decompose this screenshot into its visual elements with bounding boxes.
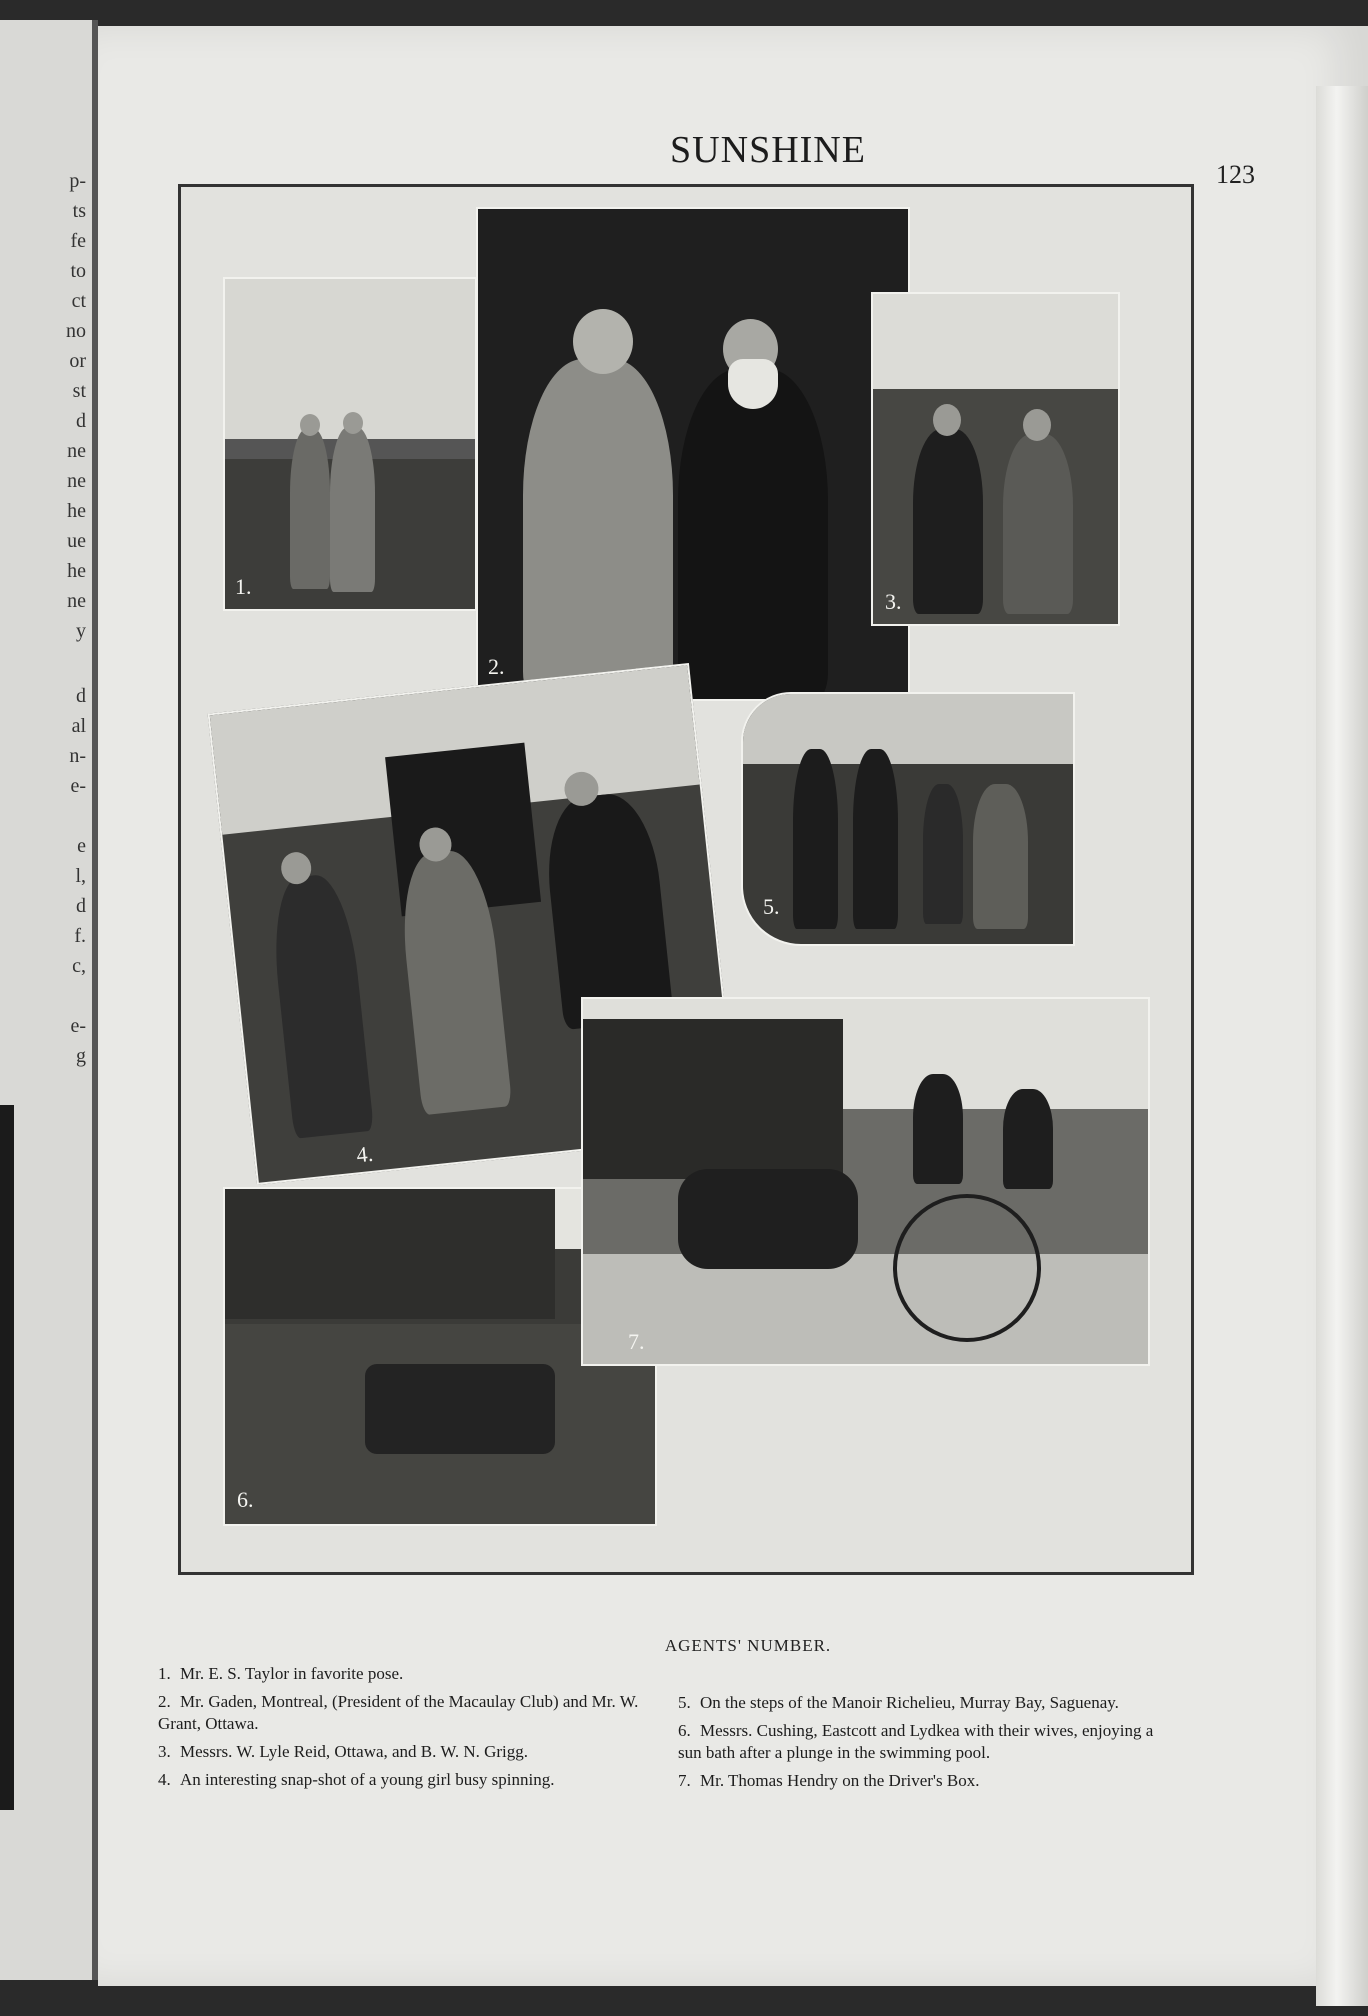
caption-text: Mr. Thomas Hendry on the Driver's Box. bbox=[700, 1771, 980, 1790]
caption-item bbox=[158, 1741, 648, 1763]
photo-number: 1. bbox=[235, 574, 252, 599]
facing-page-fragment: st bbox=[72, 380, 86, 402]
photo-number: 2. bbox=[488, 654, 505, 679]
facing-page-fragment: he bbox=[67, 560, 86, 582]
facing-page-fragment: to bbox=[70, 260, 86, 282]
facing-page-fragment: al bbox=[71, 715, 86, 737]
photo-number: 6. bbox=[237, 1487, 254, 1512]
caption-number: 6. bbox=[678, 1721, 691, 1740]
facing-page-fragment: he bbox=[67, 500, 86, 522]
facing-page-fragment: ts bbox=[72, 200, 86, 222]
caption-number: 5. bbox=[678, 1693, 691, 1712]
captions-left-column bbox=[158, 1663, 648, 1797]
captions-right-column bbox=[678, 1692, 1178, 1798]
facing-page-fragment: c, bbox=[72, 955, 86, 977]
photo-3 bbox=[871, 292, 1120, 626]
photo-number: 3. bbox=[885, 589, 902, 614]
caption-text: Mr. Gaden, Montreal, (President of the Macaulay Club) and Mr. W. Grant, Ottawa. bbox=[158, 1692, 639, 1733]
facing-page-fragment: l, bbox=[75, 865, 86, 887]
facing-page-edge bbox=[0, 20, 98, 1980]
photo-number: 7. bbox=[628, 1329, 645, 1354]
photo-number: 5. bbox=[763, 894, 780, 919]
facing-page-fragment: e bbox=[77, 835, 86, 857]
facing-page-fragment: d bbox=[76, 410, 86, 432]
caption-item bbox=[158, 1769, 648, 1791]
facing-page-fragment: ne bbox=[67, 470, 86, 492]
caption-text: Mr. E. S. Taylor in favorite pose. bbox=[180, 1664, 404, 1683]
caption-number: 2. bbox=[158, 1692, 171, 1711]
facing-page-fragment: d bbox=[76, 685, 86, 707]
caption-item bbox=[678, 1770, 1178, 1792]
caption-text: Messrs. W. Lyle Reid, Ottawa, and B. W. N. Grigg. bbox=[180, 1742, 529, 1761]
facing-page-fragment: or bbox=[69, 350, 86, 372]
facing-page-fragment: f. bbox=[74, 925, 86, 947]
caption-text: On the steps of the Manoir Richelieu, Murray Bay, Saguenay. bbox=[700, 1693, 1119, 1712]
facing-page-fragment: n- bbox=[69, 745, 86, 767]
facing-page-fragment: g bbox=[76, 1045, 86, 1067]
facing-page-fragment: p- bbox=[69, 170, 86, 192]
caption-item bbox=[158, 1663, 648, 1685]
facing-page-fragment: ue bbox=[67, 530, 86, 552]
caption-item bbox=[678, 1720, 1178, 1764]
facing-page-fragment: d bbox=[76, 895, 86, 917]
facing-page-illustration-edge bbox=[0, 1105, 14, 1810]
caption-text: An interesting snap-shot of a young girl busy spinning. bbox=[180, 1770, 555, 1789]
photo-5 bbox=[741, 692, 1075, 946]
caption-number: 4. bbox=[158, 1770, 171, 1789]
facing-page-fragment: e- bbox=[70, 775, 86, 797]
photo-number: 4. bbox=[355, 1140, 375, 1168]
caption-number: 1. bbox=[158, 1664, 171, 1683]
caption-number: 7. bbox=[678, 1771, 691, 1790]
running-head: SUNSHINE bbox=[670, 129, 866, 171]
photo-1 bbox=[223, 277, 477, 611]
caption-item bbox=[158, 1691, 648, 1735]
page-number: 123 bbox=[1216, 160, 1255, 189]
facing-page-fragment: ct bbox=[71, 290, 86, 312]
facing-page-fragment: e- bbox=[70, 1015, 86, 1037]
facing-page-fragment: fe bbox=[70, 230, 86, 252]
facing-page-fragment: ne bbox=[67, 440, 86, 462]
magazine-page bbox=[98, 26, 1368, 1986]
facing-page-fragment: y bbox=[76, 620, 86, 642]
facing-page-fragment: no bbox=[66, 320, 86, 342]
photo-7 bbox=[581, 997, 1150, 1366]
photo-2 bbox=[476, 207, 910, 701]
photo-collage bbox=[178, 184, 1194, 1575]
caption-text: Messrs. Cushing, Eastcott and Lydkea with their wives, enjoying a sun bath after a plunge in the swimming pool. bbox=[678, 1721, 1154, 1762]
caption-number: 3. bbox=[158, 1742, 171, 1761]
facing-page-fragment: ne bbox=[67, 590, 86, 612]
caption-heading: AGENTS' NUMBER. bbox=[664, 1636, 832, 1655]
page-edge-shadow bbox=[1316, 86, 1368, 2006]
caption-item bbox=[678, 1692, 1178, 1714]
